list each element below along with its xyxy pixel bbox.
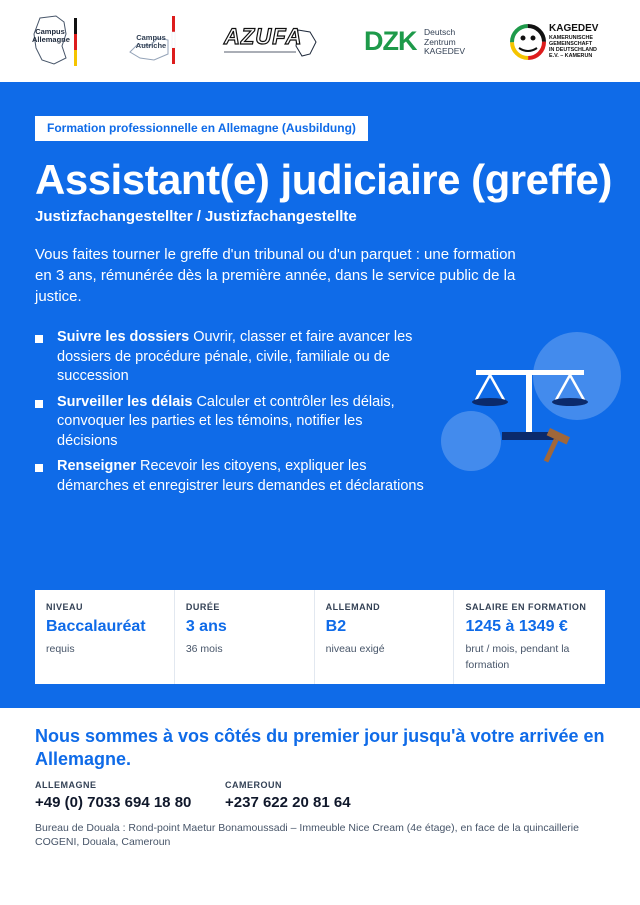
contact-label: CAMEROUN: [225, 780, 282, 790]
phone-number[interactable]: +237 622 20 81 64: [225, 794, 351, 811]
stat-label: DURÉE: [185, 602, 220, 612]
key-facts-card: [35, 590, 605, 684]
contact-label: ALLEMAGNE: [35, 780, 97, 790]
stat-salaire: [454, 590, 605, 684]
campus-allemagne-logo: [30, 14, 82, 68]
tagline: Nous sommes à vos côtés du premier jour jusqu'à votre arrivée en Allemagne.: [35, 726, 605, 769]
category-tag: Formation professionnelle en Allemagne (Ausbildung): [35, 116, 368, 141]
kagedev-line4: E.V. – KAMERUN: [549, 53, 593, 59]
stat-allemand: [315, 590, 455, 684]
azufa-logo: [222, 24, 322, 60]
kagedev-line2: GEMEINSCHAFT: [549, 41, 593, 47]
bullet-square-icon: [35, 400, 43, 408]
dzk-name: DZK: [364, 26, 417, 56]
kagedev-line1: KAMERUNISCHE: [549, 35, 594, 41]
hero-section: [0, 82, 640, 708]
bullet-square-icon: [35, 464, 43, 472]
task-text: Ouvrir, classer et faire avancer les dossiers de procédure pénale, civile, familiale ou de succession: [57, 329, 413, 384]
task-item: [35, 328, 425, 387]
contact-cameroon: [225, 780, 351, 811]
stat-label: SALAIRE EN FORMATION: [465, 602, 587, 612]
intro-paragraph: Vous faites tourner le greffe d'un tribunal ou d'un parquet : une formation en 3 ans, rémunérée dès la première année, dans le service public de la justice.: [35, 246, 516, 305]
task-title: Suivre les dossiers: [57, 329, 190, 345]
logo-header: [0, 0, 640, 82]
german-job-title: Justizfachangestellter / Justizfachangestellte: [35, 208, 357, 225]
contact-germany: [35, 780, 191, 811]
stat-note: niveau exigé: [325, 643, 385, 655]
kagedev-emblem-icon: [510, 24, 546, 60]
bullet-square-icon: [35, 335, 43, 343]
contact-footer: [0, 708, 640, 905]
stat-value: 1245 à 1349 €: [465, 618, 568, 635]
task-title: Surveiller les délais: [57, 393, 193, 410]
kagedev-logo: [510, 24, 610, 60]
office-address: Bureau de Douala : Rond-point Maetur Bonamoussadi – Immeuble Nice Cream (4e étage), en face de la quincaillerie COGENI, Douala, Cameroun: [35, 822, 579, 848]
kagedev-name: KAGEDEV: [549, 23, 599, 34]
stat-label: ALLEMAND: [325, 602, 381, 612]
stat-note: 36 mois: [185, 643, 223, 655]
task-title: Renseigner: [57, 458, 136, 474]
stat-note: brut / mois, pendant la formation: [465, 643, 570, 671]
task-text: Calculer et contrôler les délais, convoquer les parties et les témoins, notifier les décisions: [57, 393, 395, 449]
stat-niveau: [35, 590, 175, 684]
scales-of-justice-gavel-icon: [466, 354, 596, 474]
phone-number[interactable]: +49 (0) 7033 694 18 80: [35, 794, 192, 811]
azufa-name: AZUFA: [224, 24, 303, 49]
task-list: [35, 328, 425, 502]
stat-note: requis: [46, 643, 75, 655]
campus-autriche-line1: Campus: [136, 33, 166, 42]
campus-allemagne-line2: Allemagne: [32, 35, 70, 44]
dzk-logo: [364, 26, 466, 58]
campus-autriche-logo: [128, 16, 180, 68]
task-text: Recevoir les citoyens, expliquer les démarches et enregistrer leurs demandes et déclarations: [57, 458, 424, 494]
campus-allemagne-line1: Campus: [35, 27, 65, 36]
stat-value: Baccalauréat: [46, 618, 146, 635]
task-item: [35, 393, 425, 452]
dzk-line3: KAGEDEV: [424, 46, 466, 56]
dzk-line2: Zentrum: [424, 36, 456, 47]
stat-label: NIVEAU: [46, 602, 84, 612]
stat-value: B2: [325, 618, 347, 635]
kagedev-line3: IN DEUTSCHLAND: [549, 47, 597, 53]
campus-autriche-line2: Autriche: [135, 41, 167, 50]
page-title: Assistant(e) judiciaire (greffe): [35, 156, 612, 203]
task-item: [35, 457, 425, 496]
stat-value: 3 ans: [185, 618, 227, 635]
dzk-line1: Deutsch: [424, 27, 456, 37]
stat-duree: [175, 590, 315, 684]
